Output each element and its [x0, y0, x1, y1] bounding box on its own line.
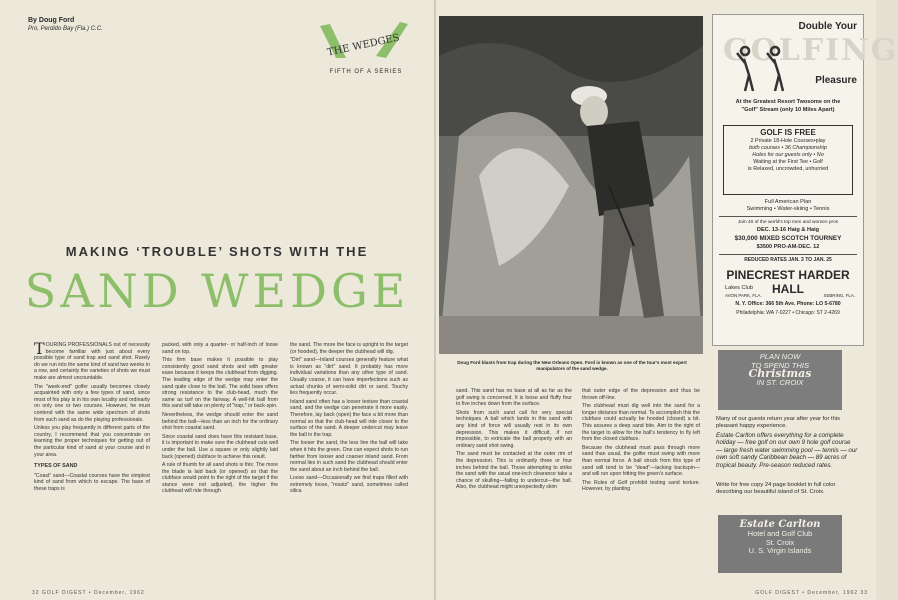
- ad-text: Join 40 of the world's top men and women pros: [737, 220, 839, 225]
- drop-cap: T: [34, 339, 45, 358]
- paragraph: OURING PROFESSIONALS out of necessity become familiar with just about every possible type of sand trap and sand shot. Rarely do we run into the same kind of sand two weeks in a row, and certainly the varieties of shots we must make are almost uncountable.: [34, 342, 150, 381]
- author-affiliation: Pro, Perdido Bay (Fla.) C.C.: [28, 26, 103, 32]
- article-column-5: [582, 388, 700, 584]
- paragraph: that outer edge of the depression and thus be thrown off-line.: [582, 388, 700, 401]
- ad-text: Philadelphia: WA 7-0227 • Chicago: ST 2-4269: [736, 310, 840, 316]
- paragraph: Loose sand—Occasionally we find traps filled with extremely loose, "resatz" sand, sometimes called silica: [290, 475, 408, 495]
- golf-free-heading: GOLF IS FREE: [760, 128, 816, 137]
- author-name: By Doug Ford: [28, 17, 75, 24]
- paragraph: "Dirt" sand—Inland courses generally feature what is known as "dirt" sand. It probably has more individual variations than any other type of sand. Usually coarse, it can have imperfections such as actual chunks of semi-solid dirt or sand. Touchy lies frequently occur.: [290, 357, 408, 397]
- paragraph: The sand must be contacted at the outer rim of the depression. This is ordinarily three or four inches behind the ball. Those attempting to strike the sand with the usual one-inch clearance take a chance of skulling—failing to undercut—the ball. Also, the clubhead might unexpectedly skim: [456, 451, 572, 491]
- ad-text: Swimming • Water-skiing • Tennis: [746, 206, 830, 212]
- paragraph: The clubhead must dig well into the sand for a longer distance than normal. To accomplish this the clubface could actually be hooded (closed) a bit. This assures a deep sand bite. Aim to the right of the target to allow for the ball's tendency to fly left from the closed clubface.: [582, 403, 700, 443]
- page-folio: 32 GOLF DIGEST • December, 1962: [32, 590, 145, 596]
- paragraph: A rule of thumb for all sand shots is this: The more the blade is laid back (or opened) so that the clubface would point to the right of the target if the stance were not adjusted), the higher the clubhead will ride through: [162, 462, 278, 495]
- byline: [28, 16, 103, 34]
- ad-text: "Golf" Stream (only 10 Miles Apart): [741, 107, 835, 113]
- ad-text: DEC. 13-16 Haig & Haig: [756, 227, 820, 233]
- banner-line: IN ST. CROIX: [756, 377, 804, 387]
- ad-text: 2 Private 18-Hole Courses•play: [750, 138, 826, 144]
- series-label: FIFTH OF A SERIES: [329, 69, 403, 75]
- ad-text: Lakes Club: [725, 285, 753, 291]
- ad-line-double-your: Double Your: [798, 21, 857, 32]
- golfer-illustration: [439, 16, 703, 354]
- hotel-name: Estate Carlton: [739, 519, 821, 530]
- ad-text: U. S. Virgin Islands: [748, 546, 812, 556]
- ad-text: At the Greatest Resort Twosome on the: [735, 99, 841, 105]
- paragraph: Since coastal sand does have this resistant base, it is important to make sure the clubhead cuts well under the ball. Use a square or only slightly laid back (opened) clubface to achieve this result.: [162, 433, 278, 460]
- banner-script-line: Christmas: [748, 367, 812, 381]
- estate-carlton-box: [718, 515, 842, 573]
- golfer-photo: [439, 16, 703, 354]
- article-headline: MAKING ‘TROUBLE’ SHOTS WITH THE: [65, 244, 369, 259]
- ad-text: Write for free copy 24 page booklet in full color describing our beautiful island of St. Croix.: [716, 482, 836, 496]
- paragraph: Shots from such sand call for very special techniques. A ball which lands in this sand with any kind of force will usually rest in its own depression. This makes it difficult, if not impossible, to extricate the ball properly with an ordinary sand shot swing.: [456, 409, 572, 449]
- wedges-logo: [316, 18, 412, 68]
- ad-line-pleasure: Pleasure: [815, 75, 857, 86]
- golfer-silhouettes: [735, 49, 795, 93]
- paragraph: sand. This sand has no base at all as far as the golf swing is concerned. It is loose and fluffy four to five inches down from the surface.: [456, 388, 572, 408]
- ad-text: St. Croix: [765, 537, 795, 547]
- resort-names: PINECREST HARDER HALL: [726, 268, 850, 296]
- section-heading: TYPES OF SAND: [34, 463, 78, 470]
- christmas-banner: [718, 350, 842, 410]
- ad-divider: [719, 216, 857, 217]
- ad-text: both courses • 36 Championship: [749, 145, 827, 151]
- ad-text: is Relaxed, uncrowded, unhurried: [747, 166, 829, 172]
- paragraph: The Rules of Golf prohibit testing sand texture. However, by planting: [582, 479, 700, 493]
- right-page: [436, 0, 898, 600]
- paragraph: the sand. The more the face is upright to the target (or hooded), the deeper the clubhead will dig.: [290, 342, 408, 355]
- paragraph: The looser the sand, the less line the ball will take when it hits the green. One can expect shots to run farther from looser and coarser inland sand. From normal lies in such sand the clubhead should enter the sand about an inch behind the ball.: [290, 440, 408, 473]
- ad-golfing-word: GOLFING: [723, 33, 898, 68]
- ad-text: $30,000 MIXED SCOTCH TOURNEY: [734, 235, 842, 242]
- page-folio: GOLF DIGEST • December, 1962 33: [755, 590, 868, 596]
- article-column-2: [162, 342, 278, 590]
- article-column-4: [456, 388, 572, 584]
- ad-text: SEBRING, FLA.: [823, 293, 855, 298]
- ad-text: REDUCED RATES JAN. 3 TO JAN. 25: [744, 257, 832, 263]
- paragraph: Unless you play frequently in different parts of the country, I recommend that you concentrate on learning the proper techniques for getting out of the particular kind of sand at your course and in your area.: [34, 425, 150, 458]
- golf-free-box: [723, 125, 853, 195]
- ad-text: Many of our guests return year after year for this pleasant happy experience.: [716, 416, 841, 430]
- estate-carlton-ad: [712, 350, 862, 582]
- ad-text: Full American Plan: [764, 199, 812, 205]
- article-column-3: [290, 342, 408, 590]
- paragraph: "Coast" sand—Coastal courses have the simplest kind of sand from which to escape. The base of these traps is: [34, 472, 150, 492]
- ad-text: Estate Carlton offers everything for a complete holiday — free golf on our own 9 hole golf course — large fresh water swimming pool — tennis — our own soft sandy Caribbean beach — 89 acres of tropical beauty. Pre-season reduced rates.: [716, 432, 858, 469]
- ad-text: AVON PARK, FLA.: [725, 293, 762, 298]
- ad-text: N. Y. Office: 366 5th Ave. Phone: LO 5-6780: [735, 301, 841, 307]
- banner-line: TO SPEND THIS: [750, 360, 810, 370]
- ad-text: Waiting at the First Tee • Golf: [753, 159, 823, 165]
- ad-text: Holes for our guests only • No: [752, 152, 824, 158]
- logo-text: THE WEDGES: [326, 32, 401, 59]
- left-page: [0, 0, 434, 600]
- photo-caption: Doug Ford blasts from trap during the New Orleans Open. Ford is known as one of the tour's most expert manipulators of the sand wedge.: [457, 360, 687, 371]
- paragraph: The "week-end" golfer usually becomes closely acquainted with only a few types of sand, since most of his play is in his own locality and ordinarily on only one or two courses. However, he must contend with the same wide spectrum of shots from such sand as do the playing professionals.: [34, 383, 150, 423]
- ad-divider: [719, 254, 857, 255]
- paragraph: Nevertheless, the wedge should enter the sand behind the ball—less than an inch for the ordinary shot from coastal sand.: [162, 411, 278, 432]
- article-column-1: [34, 339, 150, 590]
- paragraph: Because the clubhead must pass through more sand than usual, the golfer must swing with more than normal force. A ball struck from this type of sand will tend to be "dead"—lacking backspin—and will run upon hitting the green's surface.: [582, 444, 700, 478]
- paragraph: This firm base makes it possible to play consistently good sand shots and with greater ease because it keeps the clubhead from digging. The leading edge of the wedge may enter the sand quite close to the ball. The solid base offers strong resistance to the club-head, much the same as turf on the fairway. A well-hit ball from this sand will take on plenty of "trap," or back-spin.: [162, 357, 278, 410]
- paragraph: Inland sand often has a looser texture than coastal sand, and the wedge can penetrate it more easily. Therefore, lay back (open) the face a bit more than normal so that the club-head will ride closer to the surface of the sand. A deeper undercut may leave the ball in the trap.: [290, 398, 408, 438]
- banner-line: PLAN NOW: [759, 352, 801, 361]
- pinecrest-ad: [712, 14, 898, 346]
- article-title: SAND WEDGE: [24, 264, 410, 318]
- ad-text: $3500 PRO-AM-DEC. 12: [756, 244, 820, 250]
- ad-text: Hotel and Golf Club: [747, 529, 813, 538]
- paragraph: packed, with only a quarter- or half-inch of loose sand on top.: [162, 342, 278, 355]
